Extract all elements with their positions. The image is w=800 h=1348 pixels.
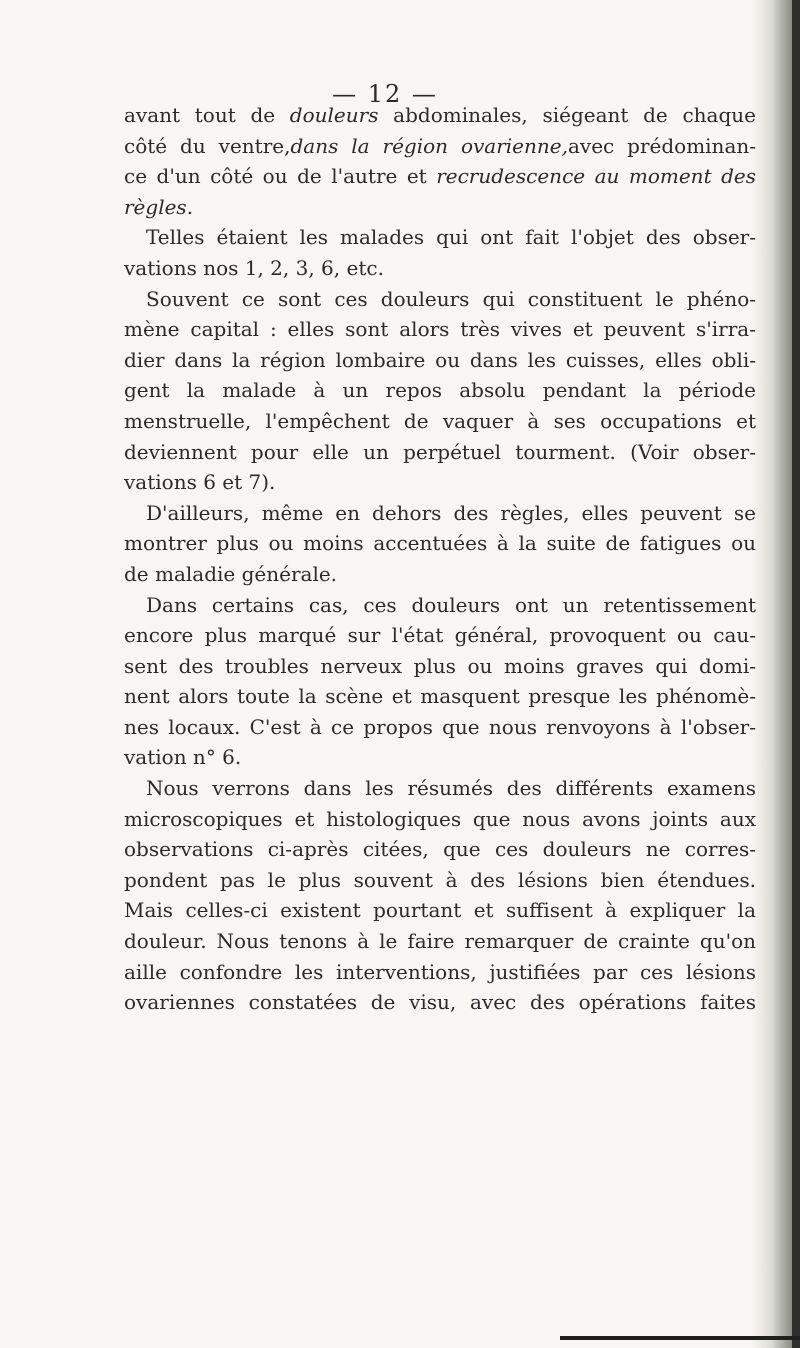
text-line: [124, 314, 756, 345]
text-run: ce d'un côté ou de l'autre et: [124, 164, 437, 189]
text-run: Nous verrons dans les résumés des différents examens: [146, 776, 756, 801]
text-run: vations 6 et 7).: [124, 470, 276, 495]
text-run: menstruelle, l'empêchent de vaquer à ses occupations et: [124, 408, 756, 433]
text-run: sent des troubles nerveux plus ou moins graves qui domi-: [124, 653, 756, 678]
text-run: pondent pas le plus souvent à des lésions bien étendues.: [124, 867, 756, 892]
text-line: [124, 987, 756, 1018]
italic-text-run: règles.: [124, 194, 194, 219]
text-line: [124, 834, 756, 865]
text-run: vations nos 1, 2, 3, 6, etc.: [124, 255, 384, 280]
text-line: [124, 620, 756, 651]
text-run: nes locaux. C'est à ce propos que nous renvoyons à l'obser-: [124, 714, 756, 739]
text-line: [124, 528, 756, 559]
text-run: avant tout de: [124, 103, 290, 127]
text-line: [124, 651, 756, 682]
text-run: encore plus marqué sur l'état général, provoquent ou cau-: [124, 623, 756, 648]
bottom-rule: [560, 1336, 800, 1340]
text-run: Souvent ce sont ces douleurs qui constituent le phéno-: [146, 286, 756, 311]
text-run: aille confondre les interventions, justifiées par ces lésions: [124, 959, 756, 984]
text-run: observations ci-après citées, que ces douleurs ne corres-: [124, 837, 756, 862]
text-line: [124, 712, 756, 743]
text-line: [124, 406, 756, 437]
text-line: [124, 100, 756, 131]
text-run: Mais celles-ci existent pourtant et suffisent à expliquer la: [124, 898, 756, 923]
text-run: de maladie générale.: [124, 561, 338, 586]
text-run: dier dans la région lombaire ou dans les cuisses, elles obli-: [124, 347, 756, 372]
text-line: [124, 865, 756, 896]
text-line: [124, 926, 756, 957]
text-line: [124, 253, 756, 284]
italic-text-run: douleurs: [289, 103, 379, 127]
text-run: ovariennes constatées de visu, avec des opérations faites: [124, 990, 756, 1015]
binding-edge: [792, 0, 800, 1348]
text-run: douleur. Nous tenons à le faire remarquer de crainte qu'on: [124, 929, 756, 954]
text-run: avec prédominan-: [567, 133, 757, 158]
text-run: Telles étaient les malades qui ont fait l'objet des obser-: [146, 225, 756, 250]
body-text: [124, 100, 756, 1018]
text-line: [124, 222, 756, 253]
text-line: [124, 742, 756, 773]
text-line: [124, 161, 756, 192]
text-run: gent la malade à un repos absolu pendant la période: [124, 378, 756, 403]
text-line: [124, 559, 756, 590]
text-line: [124, 375, 756, 406]
text-line: [124, 590, 756, 621]
italic-text-run: dans la région ovarienne,: [290, 133, 568, 158]
text-run: côté du ventre,: [124, 133, 291, 158]
text-line: [124, 498, 756, 529]
text-run: deviennent pour elle un perpétuel tourment. (Voir obser-: [124, 439, 756, 464]
text-line: [124, 957, 756, 988]
text-line: [124, 192, 756, 223]
text-run: montrer plus ou moins accentuées à la suite de fatigues ou: [124, 531, 756, 556]
text-line: [124, 284, 756, 315]
text-line: [124, 804, 756, 835]
italic-text-run: recrudescence au moment des: [436, 164, 756, 189]
text-line: [124, 131, 756, 162]
text-line: [124, 437, 756, 468]
text-line: [124, 895, 756, 926]
text-line: [124, 773, 756, 804]
text-run: abdominales, siégeant de chaque: [378, 103, 756, 127]
text-run: Dans certains cas, ces douleurs ont un retentissement: [146, 592, 756, 617]
text-run: nent alors toute la scène et masquent presque les phénomè-: [124, 684, 756, 709]
text-line: [124, 345, 756, 376]
text-run: mène capital : elles sont alors très vives et peuvent s'irra-: [124, 317, 756, 342]
page-number: — 12 —: [332, 80, 438, 108]
text-line: [124, 467, 756, 498]
text-run: vation n° 6.: [124, 745, 242, 770]
text-run: microscopiques et histologiques que nous avons joints aux: [124, 806, 756, 831]
text-run: D'ailleurs, même en dehors des règles, elles peuvent se: [146, 500, 756, 525]
text-line: [124, 681, 756, 712]
